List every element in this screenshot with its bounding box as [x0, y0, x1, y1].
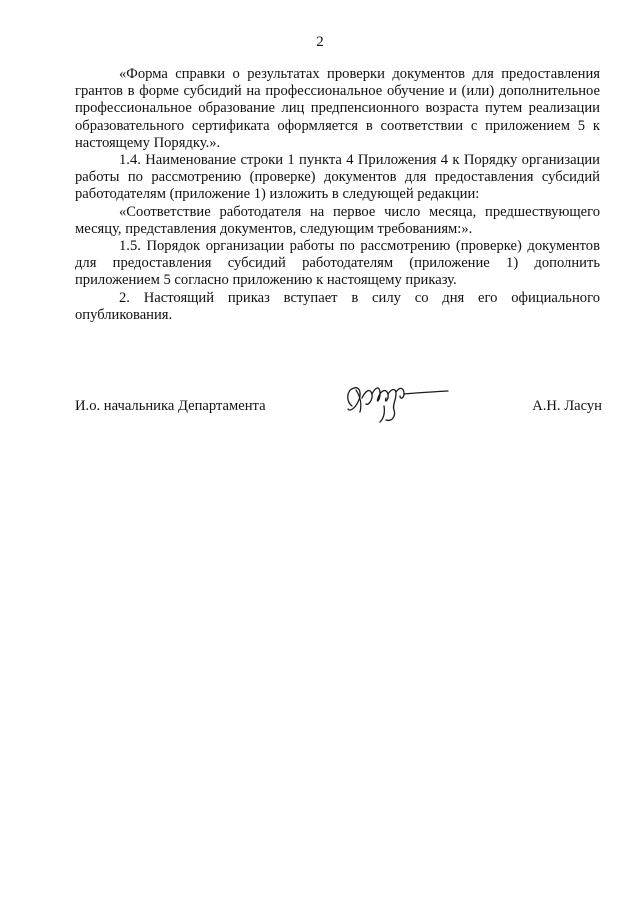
page-number: 2	[316, 34, 324, 50]
paragraph-2-effective: 2. Настоящий приказ вступает в силу со дня его официального опубликования.	[75, 289, 600, 323]
paragraph-1-4: 1.4. Наименование строки 1 пункта 4 Приложения 4 к Порядку организации работы по рассмотрению (проверке) документов для предоставления субсидий работодателям (приложение 1) изложить в следующей редакции:	[75, 152, 600, 203]
signatory-name: А.Н. Ласун	[532, 398, 602, 414]
handwritten-signature-icon	[338, 376, 456, 428]
paragraph-form-clause: «Форма справки о результатах проверки документов для предоставления грантов в форме субсидий на профессиональное обучение и (или) дополнительное профессиональное образование лиц предпенсионного возраста путем реализации образовательного сертификата оформляется в соответствии с приложением 5 к настоящему Порядку.».	[75, 66, 600, 151]
document-body	[75, 66, 600, 324]
paragraph-1-5: 1.5. Порядок организации работы по рассмотрению (проверке) документов для предоставления субсидий работодателям (приложение 1) дополнить приложением 5 согласно приложению к настоящему приказу.	[75, 238, 600, 289]
paragraph-quote-requirements: «Соответствие работодателя на первое число месяца, предшествующего месяцу, представления документов, следующим требованиям:».	[75, 203, 600, 237]
signatory-title: И.о. начальника Департамента	[75, 398, 266, 414]
